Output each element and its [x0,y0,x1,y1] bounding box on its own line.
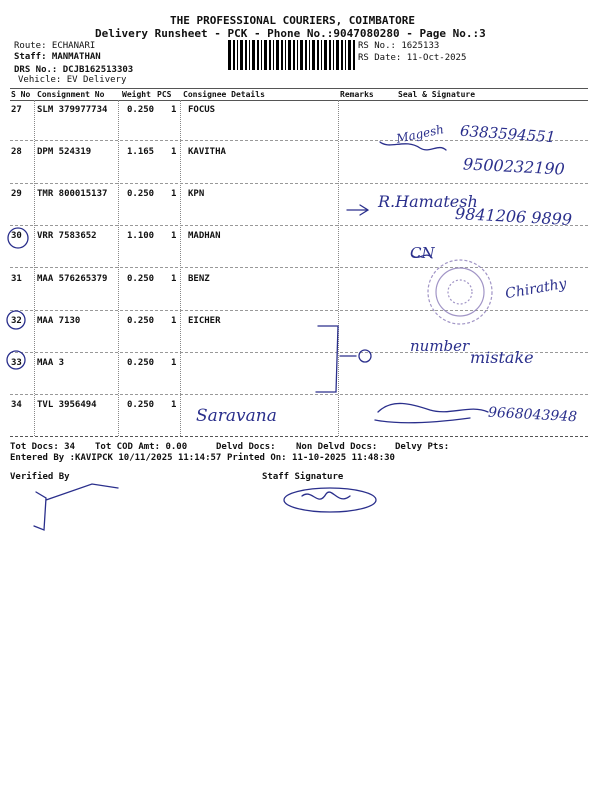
ink-signature [378,403,488,412]
non-delvd-docs: Non Delvd Docs: [296,442,378,452]
handwritten-phone: 6383594551 [459,121,556,147]
row-consignee: BENZ [188,274,210,284]
row-pcs: 1 [171,358,177,368]
ink-stroke [412,255,432,258]
handwritten-phone: 9668043948 [487,404,578,426]
row-consignee: FOCUS [188,105,216,115]
ink-circle [8,228,28,248]
row-weight: 1.100 [127,231,155,241]
staff-signature [302,492,350,499]
row-pcs: 1 [171,231,177,241]
row-sno: 30 [11,231,22,241]
runsheet-title: Delivery Runsheet - PCK - Phone No.:9047080280 - Page No.:3 [95,27,486,40]
row-consignee: KAVITHA [188,147,226,157]
row-sno: 32 [11,316,22,326]
rs-date: RS Date: 11-Oct-2025 [358,53,467,63]
entered-by: Entered By :KAVIPCK 10/11/2025 11:14:57 [10,453,222,463]
vehicle: Vehicle: EV Delivery [18,75,127,85]
row-consignee: MADHAN [188,231,221,241]
rs-number: RS No.: 1625133 [358,41,440,51]
handwritten-name: Magesh [395,122,446,146]
handwritten-name: R.Hamatesh [378,192,478,211]
printed-on: Printed On: 11-10-2025 11:48:30 [227,453,395,463]
ink-underline [375,418,470,423]
row-pcs: 1 [171,316,177,326]
row-consignment: VRR 7583652 [37,231,97,241]
col-remarks: Remarks [340,90,374,99]
ink-circle [7,311,25,329]
row-consignment: SLM 379977734 [37,105,108,115]
ink-circle [7,351,25,369]
drs-number: DRS No.: DCJB162513303 [14,65,134,75]
col-seal: Seal & Signature [398,90,476,99]
row-consignment: MAA 3 [37,358,65,368]
ink-arrow [347,205,368,215]
handwritten-signature: Chirathy [504,275,568,303]
row-pcs: 1 [171,147,177,157]
col-consignee: Consignee Details [183,90,265,99]
row-sno: 28 [11,147,22,157]
company-name: THE PROFESSIONAL COURIERS, COIMBATORE [170,14,416,27]
delvd-docs: Delvd Docs: [216,442,276,452]
row-consignment: DPM 524319 [37,147,92,157]
ink-bracket [316,326,338,392]
row-weight: 1.165 [127,147,155,157]
row-consignment: TMR 800015137 [37,189,108,199]
handwritten-note: CN [410,244,435,262]
row-consignment: MAA 7130 [37,316,81,326]
tot-docs: Tot Docs: 34 [10,442,76,452]
row-sno: 33 [11,358,22,368]
tot-cod-amt: Tot COD Amt: 0.00 [95,442,188,452]
staff-signature-label: Staff Signature [262,472,344,482]
row-consignment: MAA 576265379 [37,274,108,284]
row-weight: 0.250 [127,400,155,410]
ink-circle [359,350,371,362]
col-weight: Weight [122,90,151,99]
row-pcs: 1 [171,400,177,410]
handwritten-note: mistake [470,348,534,367]
row-sno: 34 [11,400,22,410]
seal-stamp [428,260,492,324]
handwritten-consignee: Saravana [196,406,277,426]
row-sno: 29 [11,189,22,199]
row-consignee: EICHER [188,316,221,326]
row-pcs: 1 [171,105,177,115]
row-pcs: 1 [171,274,177,284]
row-weight: 0.250 [127,189,155,199]
row-weight: 0.250 [127,274,155,284]
route: Route: ECHANARI [14,41,96,51]
row-pcs: 1 [171,189,177,199]
row-consignee: KPN [188,189,205,199]
col-sno: S No [11,90,31,99]
handwritten-phone: 9841206 9899 [454,203,573,230]
staff: Staff: MANMATHAN [14,52,101,62]
row-weight: 0.250 [127,358,155,368]
row-weight: 0.250 [127,105,155,115]
col-pcs: PCS [157,90,172,99]
delvy-pts: Delvy Pts: [395,442,450,452]
row-weight: 0.250 [127,316,155,326]
handwritten-phone: 9500232190 [462,154,566,179]
row-sno: 27 [11,105,22,115]
col-consignment: Consignment No [37,90,105,99]
verified-by-label: Verified By [10,472,70,482]
row-sno: 31 [11,274,22,284]
row-consignment: TVL 3956494 [37,400,97,410]
ink-signature [380,142,446,150]
handwritten-note: number [410,337,470,355]
verified-signature [34,484,118,530]
